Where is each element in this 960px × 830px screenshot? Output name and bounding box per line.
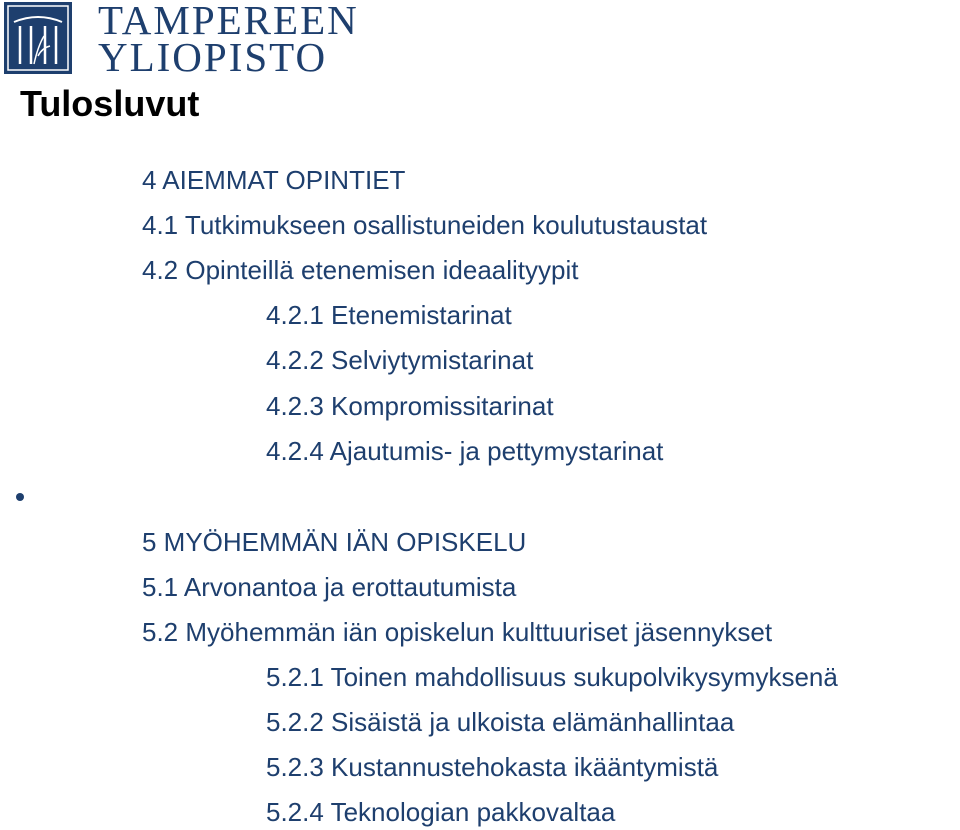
- logo-wordmark: [98, 0, 359, 80]
- toc-item: 5.2.2 Sisäistä ja ulkoista elämänhallintaa: [266, 707, 735, 737]
- toc-item: 4.2 Opinteillä etenemisen ideaalityypit: [142, 255, 579, 285]
- toc-item: 5.2.4 Teknologian pakkovaltaa: [266, 797, 616, 827]
- toc-item: 5.2.1 Toinen mahdollisuus sukupolvikysymyksenä: [266, 662, 838, 692]
- toc-item: 4.2.3 Kompromissitarinat: [266, 391, 554, 421]
- toc-item: 5.2.3 Kustannustehokasta ikääntymistä: [266, 752, 719, 782]
- toc-item: 5 MYÖHEMMÄN IÄN OPISKELU: [142, 527, 527, 557]
- toc-item: 5.1 Arvonantoa ja erottautumista: [142, 572, 517, 602]
- bullet-dot: [16, 493, 24, 501]
- toc-item: 4.1 Tutkimukseen osallistuneiden koulutustaustat: [142, 210, 708, 240]
- logo-line-2: YLIOPISTO: [98, 34, 328, 80]
- university-logo: [0, 0, 400, 80]
- logo-line-1: TAMPEREEN: [98, 0, 359, 43]
- toc-item: 4.2.1 Etenemistarinat: [266, 300, 512, 330]
- university-emblem-icon: [4, 2, 72, 74]
- toc-item: 4.2.4 Ajautumis- ja pettymystarinat: [266, 436, 664, 466]
- toc-item: 5.2 Myöhemmän iän opiskelun kulttuuriset jäsennykset: [142, 617, 773, 647]
- page-title: Tulosluvut: [20, 83, 200, 124]
- toc-item: 4.2.2 Selviytymistarinat: [266, 345, 534, 375]
- toc-item: 4 AIEMMAT OPINTIET: [142, 165, 406, 195]
